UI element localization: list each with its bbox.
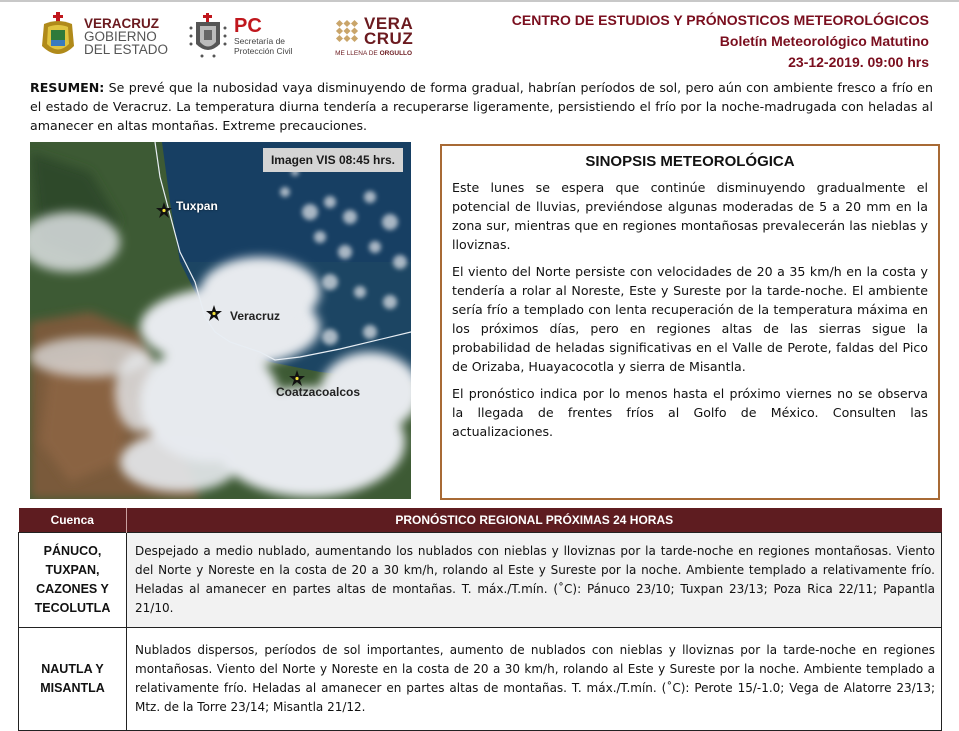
coat-of-arms-icon: [38, 12, 78, 60]
city-label-coatzacoalcos: Coatzacoalcos: [276, 385, 361, 399]
synopsis-box: [440, 144, 940, 500]
org-title: CENTRO DE ESTUDIOS Y PRÓNOSTICOS METEOROLÓGICOS: [511, 12, 929, 28]
star-marker-icon: [156, 202, 172, 218]
bulletin-title: Boletín Meteorológico Matutino: [719, 33, 929, 49]
bulletin-header: [512, 10, 929, 73]
satellite-image-label: Imagen VIS 08:45 hrs.: [263, 148, 403, 172]
logo-gobierno-line1: VERACRUZ: [84, 15, 160, 31]
satellite-image: [30, 142, 411, 499]
summary-paragraph: [30, 78, 933, 135]
logo-vera-tagline: [335, 50, 412, 57]
header-pronostico: PRONÓSTICO REGIONAL PRÓXIMAS 24 HORAS: [127, 508, 942, 533]
logo-vera-line2: CRUZ: [364, 28, 414, 48]
city-label-veracruz: Veracruz: [230, 309, 281, 323]
star-marker-icon: [289, 370, 305, 386]
logo-pc-abbr: PC: [234, 15, 262, 37]
pattern-icon: [334, 18, 360, 44]
regional-forecast-table: [18, 508, 942, 731]
logo-gobierno-line3: DEL ESTADO: [84, 41, 169, 57]
forecast-cell: Despejado a medio nublado, aumentando los nublados con nieblas y lloviznas por la tarde-noche en regiones montañosas. Viento del Norte y Noreste en la costa de 20 a 30 km/h, rolando al Este y Sureste por la noche. Ambiente templado a relativamente frío. Heladas al amanecer en partes altas de montañas. T. máx./T.mín. (˚C): Pánuco 23/10; Tuxpan 23/13; Poza Rica 22/11; Papantla 21/10.: [127, 533, 942, 628]
summary-text: Se prevé que la nubosidad vaya disminuyendo de forma gradual, habrían períodos de sol, pero aún con ambiente fresco a frío en el estado de Veracruz. La temperatura diurna tendería a recuperarse ligeramente, persistiendo el frío por la noche-madrugada con heladas al amanecer en altas montañas. Extreme precauciones.: [30, 80, 933, 133]
table-row: [19, 533, 942, 628]
table-header-row: [19, 508, 942, 533]
synopsis-paragraph: El pronóstico indica por lo menos hasta el próximo viernes no se observa la llegada de frentes fríos al Golfo de México. Consulten las actualizaciones.: [452, 386, 928, 439]
bulletin-datetime: 23-12-2019. 09:00 hrs: [788, 54, 929, 70]
synopsis-paragraph: El viento del Norte persiste con velocidades de 20 a 35 km/h en la costa y tendería a rolar al Noreste, Este y Sureste por la tarde-noche. El ambiente sería frío a templado con lenta recuperación de la temperatura máxima en los próximos días, pero en regiones altas de las sierras sigue la probabilidad de heladas significativas en el Valle de Perote, faldas del Pico de Orizaba, Huayacocotla y sierra de Misantla.: [452, 264, 928, 374]
synopsis-paragraph: Este lunes se espera que continúe disminuyendo gradualmente el potencial de lluvias, previéndose algunas moderadas de 5 a 20 mm en la zona sur, mientras que en regiones montañosas prevalecerán las nieblas y lloviznas.: [452, 180, 928, 252]
tagline-bold: ORGULLO: [379, 49, 413, 57]
table-row: [19, 628, 942, 731]
tagline-prefix: ME LLENA DE: [335, 49, 380, 57]
logo-vera-line1: VERA: [364, 13, 414, 33]
cuenca-cell: NAUTLA Y MISANTLA: [19, 628, 127, 731]
top-divider: [0, 0, 959, 2]
cuenca-cell: PÁNUCO, TUXPAN, CAZONES Y TECOLUTLA: [19, 533, 127, 628]
header-cuenca: Cuenca: [19, 508, 127, 533]
city-label-tuxpan: Tuxpan: [176, 199, 218, 213]
civil-protection-shield-icon: [188, 12, 228, 60]
forecast-cell: Nublados dispersos, períodos de sol importantes, aumento de nublados con nieblas y lloviznas por la tarde-noche en regiones montañosas. Viento del Norte y Noreste en la costa de 20 a 30 km/h, rolando al Este y Sureste por la noche. Ambiente templado a relativamente frío. Heladas al amanecer en partes altas de montañas. T. máx./T.mín. (˚C): Perote 15/-1.0; Vega de Alatorre 23/13; Mtz. de la Torre 23/14; Misantla 21/12.: [127, 628, 942, 731]
logo-veracruz-brand: [334, 10, 413, 62]
logo-proteccion-civil: [188, 10, 293, 62]
synopsis-title: SINOPSIS METEOROLÓGICA: [585, 153, 795, 170]
logo-pc-line1: Secretaría de: [234, 36, 286, 46]
star-marker-icon: [206, 305, 222, 321]
summary-label: RESUMEN:: [30, 80, 105, 95]
logo-gobierno-line2: GOBIERNO: [84, 28, 157, 44]
logo-pc-line2: Protección Civil: [234, 46, 293, 56]
logo-gobierno-veracruz: [38, 10, 168, 62]
